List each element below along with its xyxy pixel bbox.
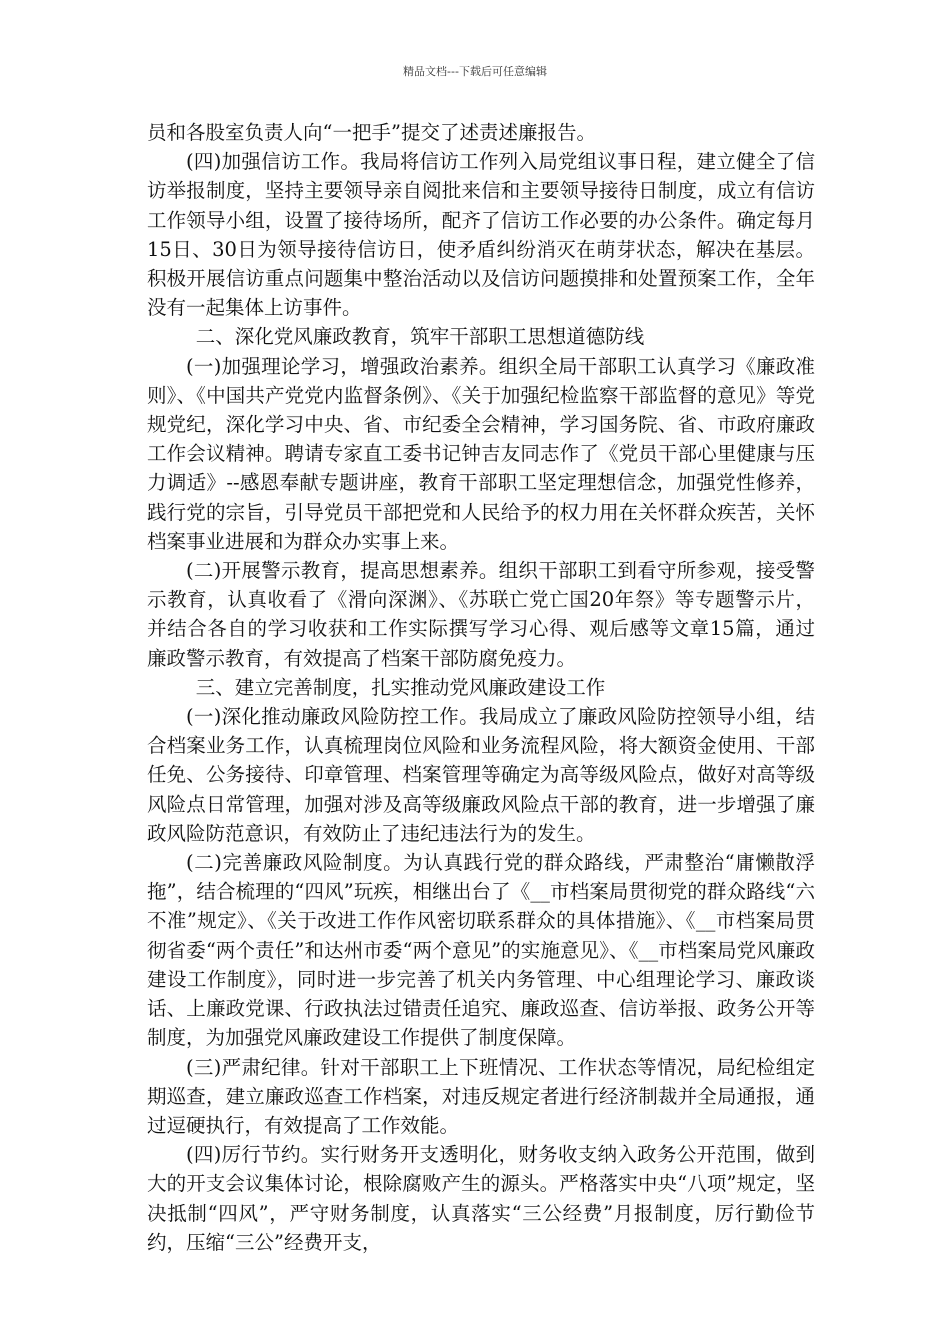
paragraph: (二)完善廉政风险制度。为认真践行党的群众路线，严肃整治“庸懒散浮拖”，结合梳理的“四风”玩疾，相继出台了《__市档案局贯彻党的群众路线“六不准”规定》、《关于改进工作作风密切联系群众的具体措施》、《__市档案局贯彻省委“两个责任”和达州市委“两个意见”的实施意见》、《__市档案局党风廉政建设工作制度》，同时进一步完善了机关内务管理、中心组理论学习、廉政谈话、上廉政党课、行政执法过错责任追究、廉政巡查、信访举报、政务公开等制度，为加强党风廉政建设工作提供了制度保障。 bbox=[147, 851, 815, 1050]
paragraph: (二)开展警示教育，提高思想素养。组织干部职工到看守所参观，接受警示教育，认真收看了《滑向深渊》、《苏联亡党亡国20年祭》等专题警示片，并结合各自的学习收获和工作实际撰写学习心得、观后感等文章15篇，通过廉政警示教育，有效提高了档案干部防腐免疫力。 bbox=[147, 559, 815, 670]
paragraph: (一)加强理论学习，增强政治素养。组织全局干部职工认真学习《廉政准则》、《中国共产党党内监督条例》、《关于加强纪检监察干部监督的意见》等党规党纪，深化学习中央、省、市纪委全会精神，学习国务院、省、市政府廉政工作会议精神。聘请专家直工委书记钟吉友同志作了《党员干部心里健康与压力调适》--感恩奉献专题讲座，教育干部职工坚定理想信念，加强党性修养，践行党的宗旨，引导党员干部把党和人民给予的权力用在关怀群众疾苦，关怀档案事业进展和为群众办实事上来。 bbox=[147, 354, 815, 553]
section-heading: 三、建立完善制度，扎实推动党风廉政建设工作 bbox=[195, 675, 606, 699]
paragraph: (一)深化推动廉政风险防控工作。我局成立了廉政风险防控领导小组，结合档案业务工作，认真梳理岗位风险和业务流程风险，将大额资金使用、干部任免、公务接待、印章管理、档案管理等确定为高等级风险点，做好对高等级风险点日常管理，加强对涉及高等级廉政风险点干部的教育，进一步增强了廉政风险防范意识，有效防止了违纪违法行为的发生。 bbox=[147, 705, 815, 845]
paragraph: (三)严肃纪律。针对干部职工上下班情况、工作状态等情况，局纪检组定期巡查，建立廉政巡查工作档案，对违反规定者进行经济制裁并全局通报，通过逗硬执行，有效提高了工作效能。 bbox=[147, 1055, 815, 1137]
section-heading: 二、深化党风廉政教育，筑牢干部职工思想道德防线 bbox=[195, 325, 645, 349]
paragraph: (四)加强信访工作。我局将信访工作列入局党组议事日程，建立健全了信访举报制度，坚持主要领导亲自阅批来信和主要领导接待日制度，成立有信访工作领导小组，设置了接待场所，配齐了信访工作必要的办公条件。确定每月15日、30日为领导接待信访日，使矛盾纠纷消灭在萌芽状态，解决在基层。积极开展信访重点问题集中整治活动以及信访问题摸排和处置预案工作，全年没有一起集体上访事件。 bbox=[147, 150, 815, 320]
page-header: 精品文档---下载后可任意编辑 bbox=[403, 65, 547, 78]
paragraph: (四)厉行节约。实行财务开支透明化，财务收支纳入政务公开范围，做到大的开支会议集体讨论，根除腐败产生的源头。严格落实中央“八项”规定，坚决抵制“四风”，严守财务制度，认真落实“三公经费”月报制度，厉行勤俭节约，压缩“三公”经费开支， bbox=[147, 1143, 815, 1254]
document-body bbox=[147, 118, 815, 1257]
paragraph: 员和各股室负责人向“一把手”提交了述责述廉报告。 bbox=[147, 121, 596, 144]
